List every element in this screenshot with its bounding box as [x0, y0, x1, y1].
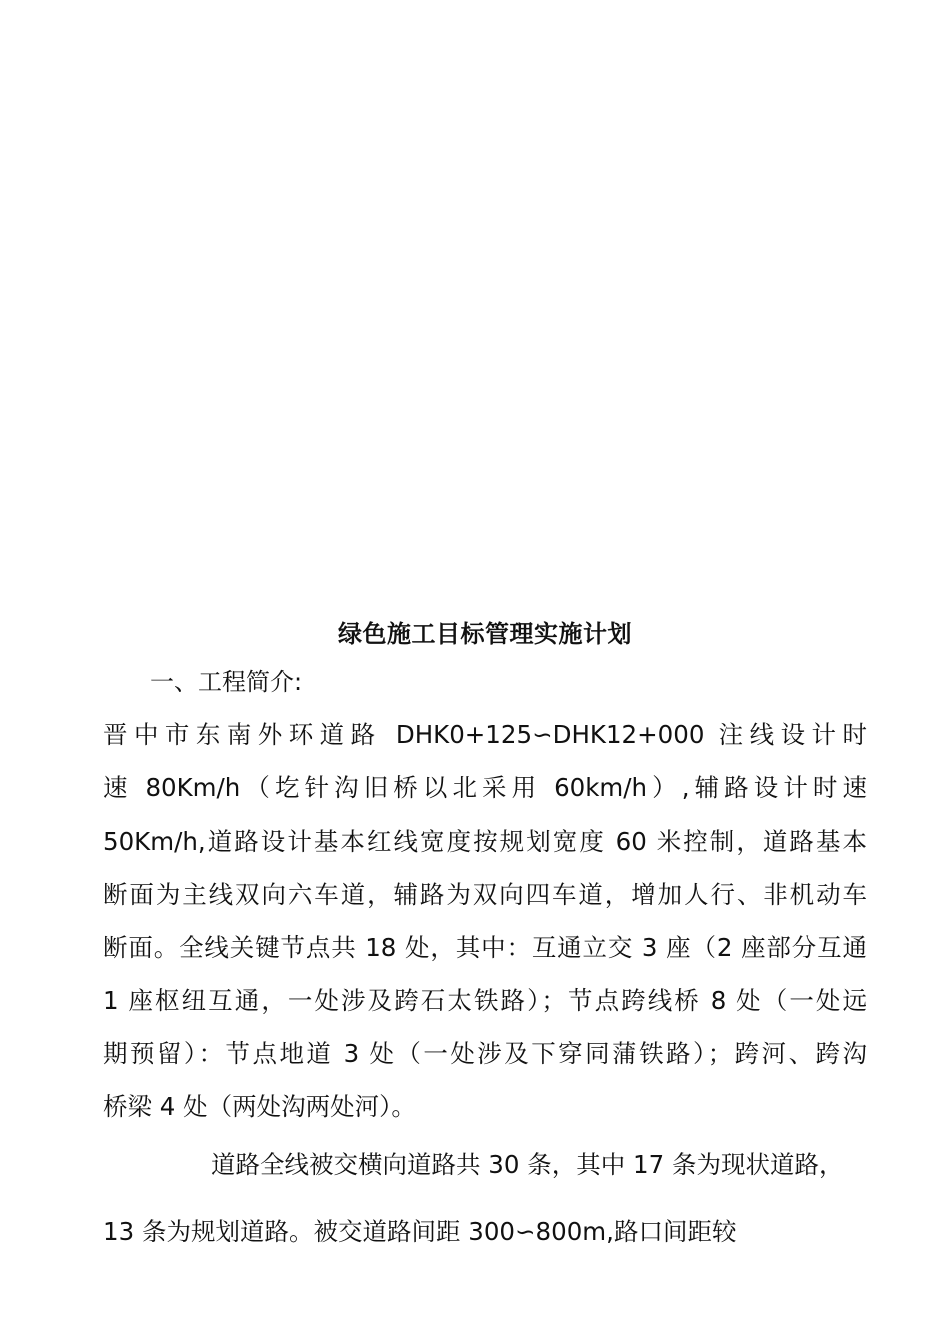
paragraph-line: 1 座枢纽互通，一处涉及跨石太铁路）；节点跨线桥 8 处（一处远	[103, 986, 867, 1015]
paragraph-line: 速 80Km/h（圪针沟旧桥以北采用 60km/h）,辅路设计时速	[103, 773, 867, 802]
paragraph-line: 断面。全线关键节点共 18 处，其中：互通立交 3 座（2 座部分互通	[103, 933, 867, 962]
paragraph-line: 期预留）：节点地道 3 处（一处涉及下穿同蒲铁路）；跨河、跨沟	[103, 1039, 867, 1068]
paragraph-line: 道路全线被交横向道路共 30 条，其中 17 条为现状道路，	[211, 1150, 844, 1179]
paragraph-line: 桥梁 4 处（两处沟两处河）。	[103, 1092, 416, 1121]
section-heading: 一、工程简介:	[150, 668, 303, 696]
paragraph-line: 断面为主线双向六车道，辅路为双向四车道，增加人行、非机动车	[103, 880, 867, 909]
paragraph-line: 晋中市东南外环道路 DHK0+125∽DHK12+000 注线设计时	[103, 720, 867, 749]
paragraph-line: 13 条为规划道路。被交道路间距 300∽800m,路口间距较	[103, 1217, 737, 1246]
document-title: 绿色施工目标管理实施计划	[338, 620, 632, 648]
paragraph-line: 50Km/h,道路设计基本红线宽度按规划宽度 60 米控制，道路基本	[103, 827, 867, 856]
